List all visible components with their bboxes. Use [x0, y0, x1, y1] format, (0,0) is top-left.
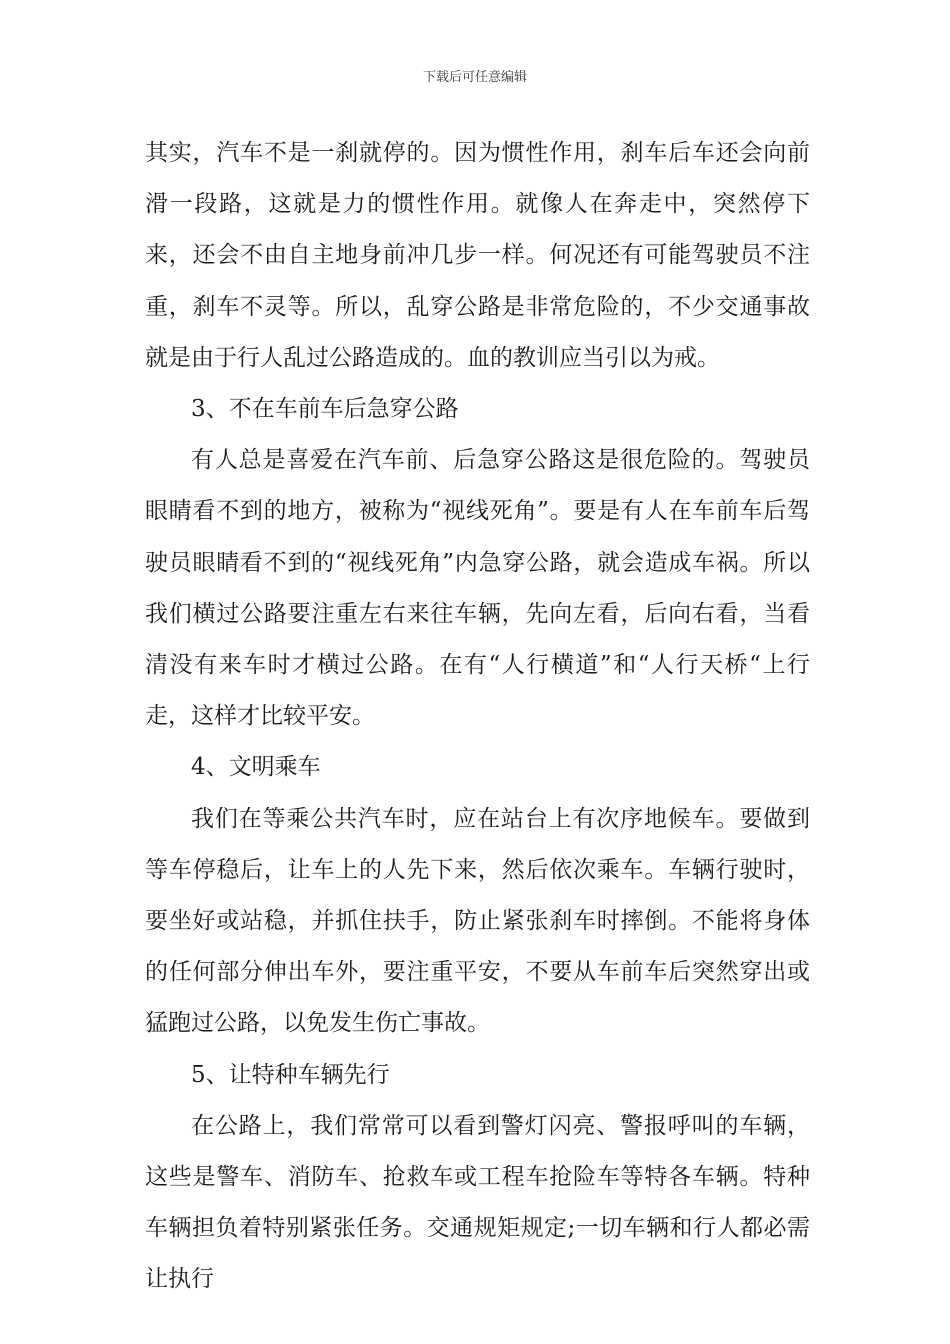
section-heading-5: 5、让特种车辆先行	[191, 1061, 390, 1088]
paragraph-braking-inertia: 其实，汽车不是一刹就停的。因为惯性作用，刹车后车还会向前滑一段路，这就是力的惯性作用。就像人在奔走中，突然停下来，还会不由自主地身前冲几步一样。何况还有可能驾驶员不注重，刹车不灵等。所以，乱穿公路是非常危险的，不少交通事故就是由于行人乱过公路造成的。血的教训应当引以为戒。	[145, 140, 810, 371]
page-header: 下载后可任意编辑	[422, 70, 527, 85]
section-heading-4: 4、文明乘车	[191, 754, 321, 781]
paragraph-special-vehicles: 在公路上，我们常常可以看到警灯闪亮、警报呼叫的车辆，这些是警车、消防车、抢救车或工程车抢险车等特各车辆。特种车辆担负着特别紧张任务。交通规矩规定;一切车辆和行人都必需让执行	[145, 1112, 810, 1293]
document-body	[145, 128, 810, 1306]
paragraph-blind-spot: 有人总是喜爱在汽车前、后急穿公路这是很危险的。驾驶员眼睛看不到的地方，被称为“视线死角”。要是有人在车前车后驾驶员眼睛看不到的“视线死角”内急穿公路，就会造成车祸。所以我们横过公路要注重左右来往车辆，先向左看，后向右看，当看清没有来车时才横过公路。在有“人行横道”和“人行天桥“上行走，这样才比较平安。	[145, 447, 810, 730]
section-heading-3: 3、不在车前车后急穿公路	[191, 396, 459, 423]
paragraph-civilized-riding: 我们在等乘公共汽车时，应在站台上有次序地候车。要做到等车停稳后，让车上的人先下来，然后依次乘车。车辆行驶时，要坐好或站稳，并抓住扶手，防止紧张刹车时摔倒。不能将身体的任何部分伸出车外，要注重平安，不要从车前车后突然穿出或猛跑过公路，以免发生伤亡事故。	[145, 805, 810, 1037]
